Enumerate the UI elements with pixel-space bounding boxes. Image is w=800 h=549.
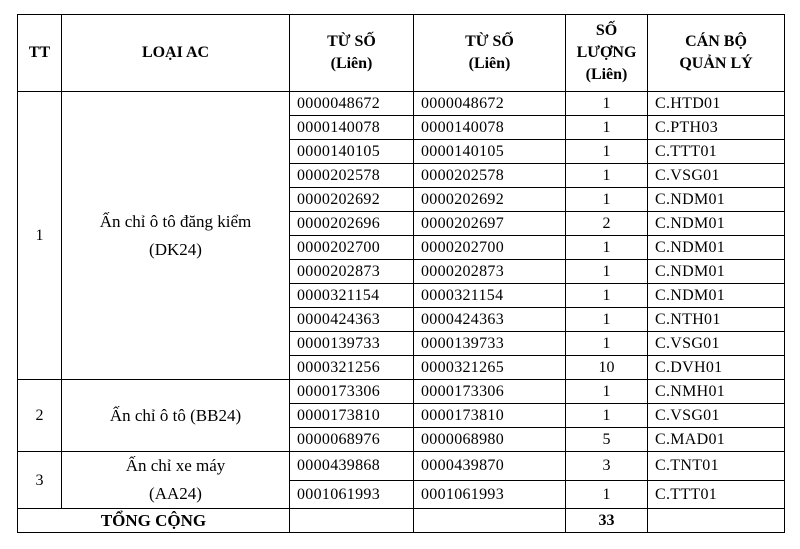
group-number: 2: [18, 380, 62, 452]
total-row: [18, 509, 785, 533]
quantity: 1: [566, 332, 648, 356]
serial-from: 0000173306: [290, 380, 414, 404]
manager-code: C.NMH01: [648, 380, 785, 404]
quantity: 1: [566, 116, 648, 140]
serial-from: 0000202578: [290, 164, 414, 188]
manager-code: C.NDM01: [648, 236, 785, 260]
group-type-line: (AA24): [149, 484, 202, 503]
group-type-line: Ấn chỉ ô tô (BB24): [109, 405, 242, 425]
serial-to: 0000068980: [414, 428, 566, 452]
header-qty-line2: LƯỢNG: [576, 44, 637, 61]
quantity: 1: [566, 164, 648, 188]
serial-from: 0000321154: [290, 284, 414, 308]
header-from: [290, 15, 414, 92]
serial-to: 0000173810: [414, 404, 566, 428]
serial-from: 0001061993: [290, 480, 414, 509]
manager-code: C.VSG01: [648, 332, 785, 356]
header-from-line1: TỪ SỐ: [327, 33, 376, 50]
header-manager: [648, 15, 785, 92]
serial-from: 0000048672: [290, 92, 414, 116]
header-to: [414, 15, 566, 92]
inventory-table: [17, 14, 785, 533]
serial-to: 0001061993: [414, 480, 566, 509]
manager-code: C.VSG01: [648, 164, 785, 188]
serial-to: 0000140105: [414, 140, 566, 164]
serial-from: 0000140105: [290, 140, 414, 164]
manager-code: C.MAD01: [648, 428, 785, 452]
quantity: 10: [566, 356, 648, 380]
serial-to: 0000202697: [414, 212, 566, 236]
table-row: [18, 452, 785, 481]
quantity: 1: [566, 284, 648, 308]
header-qty-line1: SỐ: [595, 22, 618, 39]
serial-from: 0000439868: [290, 452, 414, 481]
table-body: [18, 92, 785, 509]
serial-from: 0000140078: [290, 116, 414, 140]
serial-to: 0000321265: [414, 356, 566, 380]
header-to-line2: (Liên): [468, 55, 511, 72]
serial-to: 0000202578: [414, 164, 566, 188]
quantity: 1: [566, 260, 648, 284]
serial-to: 0000048672: [414, 92, 566, 116]
serial-from: 0000202700: [290, 236, 414, 260]
serial-from: 0000202873: [290, 260, 414, 284]
manager-code: C.NDM01: [648, 212, 785, 236]
serial-from: 0000202692: [290, 188, 414, 212]
serial-to: 0000202873: [414, 260, 566, 284]
header-qty-line3: (Liên): [585, 66, 628, 83]
quantity: 1: [566, 380, 648, 404]
serial-from: 0000424363: [290, 308, 414, 332]
serial-from: 0000173810: [290, 404, 414, 428]
table-row: [18, 92, 785, 116]
group-type-line: (DK24): [149, 239, 202, 259]
group-number: 1: [18, 92, 62, 380]
quantity: 1: [566, 404, 648, 428]
quantity: 1: [566, 236, 648, 260]
group-type-line: Ấn chỉ ô tô đăng kiểm: [99, 211, 252, 231]
manager-code: C.HTD01: [648, 92, 785, 116]
manager-code: C.NTH01: [648, 308, 785, 332]
quantity: 5: [566, 428, 648, 452]
serial-to: 0000140078: [414, 116, 566, 140]
table-row: [18, 380, 785, 404]
header-type: LOẠI AC: [62, 15, 290, 92]
quantity: 1: [566, 480, 648, 509]
header-qty: [566, 15, 648, 92]
serial-from: 0000321256: [290, 356, 414, 380]
quantity: 2: [566, 212, 648, 236]
quantity: 1: [566, 140, 648, 164]
serial-to: 0000139733: [414, 332, 566, 356]
manager-code: C.NDM01: [648, 260, 785, 284]
serial-to: 0000173306: [414, 380, 566, 404]
manager-code: C.TTT01: [648, 140, 785, 164]
total-empty-from: [290, 509, 414, 533]
manager-code: C.TNT01: [648, 452, 785, 481]
manager-code: C.PTH03: [648, 116, 785, 140]
quantity: 1: [566, 308, 648, 332]
manager-code: C.NDM01: [648, 284, 785, 308]
manager-code: C.VSG01: [648, 404, 785, 428]
serial-to: 0000439870: [414, 452, 566, 481]
header-from-line2: (Liên): [330, 55, 373, 72]
serial-from: 0000202696: [290, 212, 414, 236]
manager-code: C.NDM01: [648, 188, 785, 212]
quantity: 1: [566, 92, 648, 116]
header-manager-line1: CÁN BỘ: [685, 33, 747, 50]
group-number: 3: [18, 452, 62, 509]
total-label: TỔNG CỘNG: [18, 509, 290, 533]
total-qty: 33: [566, 509, 648, 533]
group-type: [62, 452, 290, 509]
serial-from: 0000139733: [290, 332, 414, 356]
total-empty-to: [414, 509, 566, 533]
quantity: 1: [566, 188, 648, 212]
serial-to: 0000321154: [414, 284, 566, 308]
header-row: [18, 15, 785, 92]
header-manager-line2: QUẢN LÝ: [679, 55, 753, 72]
serial-to: 0000202692: [414, 188, 566, 212]
serial-from: 0000068976: [290, 428, 414, 452]
serial-to: 0000424363: [414, 308, 566, 332]
header-tt: TT: [18, 15, 62, 92]
total-empty-manager: [648, 509, 785, 533]
group-type: [62, 380, 290, 452]
quantity: 3: [566, 452, 648, 481]
group-type: [62, 92, 290, 380]
manager-code: C.TTT01: [648, 480, 785, 509]
manager-code: C.DVH01: [648, 356, 785, 380]
group-type-line: Ấn chỉ xe máy: [125, 456, 226, 475]
header-to-line1: TỪ SỐ: [465, 33, 514, 50]
serial-to: 0000202700: [414, 236, 566, 260]
